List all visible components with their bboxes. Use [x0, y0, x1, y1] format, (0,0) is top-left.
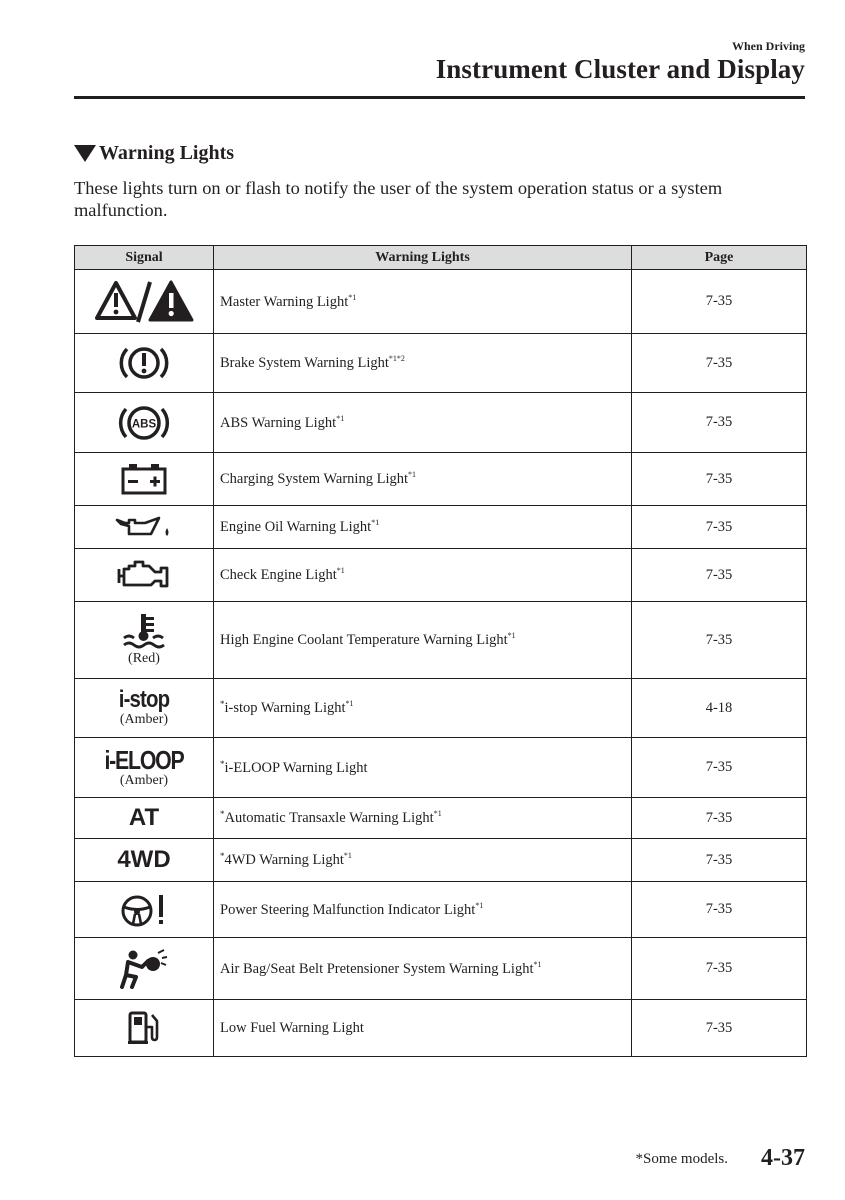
signal-cell [75, 938, 214, 1000]
header-warning-lights: Warning Lights [214, 246, 632, 270]
abs-label: ABS [131, 418, 157, 430]
section-heading [74, 142, 234, 165]
signal-cell [75, 882, 214, 938]
warning-light-name: *i-stop Warning Light$^{*1}$ [214, 679, 632, 738]
table-row [75, 453, 807, 506]
signal-cell [75, 506, 214, 549]
page-ref: 7-35 [632, 938, 807, 1000]
oil-can-icon [115, 514, 173, 540]
table-row [75, 798, 807, 839]
table-row [75, 270, 807, 334]
page-number: 4-37 [761, 1145, 805, 1171]
table-row [75, 1000, 807, 1057]
chapter-label: When Driving [731, 39, 805, 53]
page-ref: 7-35 [632, 798, 807, 839]
warning-light-name: Master Warning Light$^{*1}$ [214, 270, 632, 334]
warning-light-name: ABS Warning Light$^{*1}$ [214, 393, 632, 453]
warning-light-name: Power Steering Malfunction Indicator Light$^{*1}$ [214, 882, 632, 938]
warning-light-name: Air Bag/Seat Belt Pretensioner System Warning Light$^{*1}$ [214, 938, 632, 1000]
page-ref: 7-35 [632, 453, 807, 506]
4wd-icon: 4WD [117, 846, 171, 873]
table-row [75, 839, 807, 882]
signal-cell [75, 798, 214, 839]
page-title: Instrument Cluster and Display [435, 54, 805, 84]
master-warning-icon [94, 278, 194, 326]
automatic-transaxle-icon: AT [128, 804, 160, 831]
page-ref: 7-35 [632, 1000, 807, 1057]
signal-color-note: (Red) [128, 651, 160, 666]
signal-cell [75, 270, 214, 334]
page-ref: 7-35 [632, 839, 807, 882]
brake-system-icon [118, 342, 170, 384]
page-ref: 4-18 [632, 679, 807, 738]
signal-cell [75, 393, 214, 453]
i-stop-icon: i-stop [118, 686, 170, 713]
fuel-pump-icon [126, 1010, 162, 1046]
header-rule [74, 96, 805, 99]
header-page: Page [632, 246, 807, 270]
table-row [75, 602, 807, 679]
i-eloop-icon: i-ELOOP [104, 744, 184, 775]
warning-light-name: Charging System Warning Light$^{*1}$ [214, 453, 632, 506]
triangle-bullet-icon [74, 145, 96, 162]
table-row [75, 882, 807, 938]
page-ref: 7-35 [632, 549, 807, 602]
warning-light-name: Low Fuel Warning Light [214, 1000, 632, 1057]
air-bag-icon [120, 949, 168, 989]
signal-cell [75, 453, 214, 506]
signal-cell [75, 549, 214, 602]
table-header-row [75, 246, 807, 270]
page-ref: 7-35 [632, 270, 807, 334]
header-signal: Signal [75, 246, 214, 270]
table-row [75, 679, 807, 738]
table-row [75, 506, 807, 549]
signal-cell [75, 839, 214, 882]
table-row [75, 938, 807, 1000]
table-row [75, 549, 807, 602]
signal-color-note: (Amber) [119, 712, 169, 727]
table-row [75, 334, 807, 393]
warning-light-name: Engine Oil Warning Light$^{*1}$ [214, 506, 632, 549]
warning-light-name: *i-ELOOP Warning Light [214, 738, 632, 798]
warning-light-name: Check Engine Light$^{*1}$ [214, 549, 632, 602]
signal-cell [75, 334, 214, 393]
signal-cell [75, 1000, 214, 1057]
signal-cell [75, 738, 214, 798]
signal-cell [75, 602, 214, 679]
section-title: Warning Lights [99, 142, 235, 164]
engine-icon [117, 559, 171, 591]
page-ref: 7-35 [632, 738, 807, 798]
steering-wheel-icon [119, 892, 169, 928]
page-ref: 7-35 [632, 506, 807, 549]
page-ref: 7-35 [632, 882, 807, 938]
page-ref: 7-35 [632, 393, 807, 453]
page-ref: 7-35 [632, 334, 807, 393]
signal-color-note: (Amber) [119, 772, 169, 788]
warning-light-name: High Engine Coolant Temperature Warning Light$^{*1}$ [214, 602, 632, 679]
page-ref: 7-35 [632, 602, 807, 679]
table-row [75, 393, 807, 453]
signal-cell [75, 679, 214, 738]
coolant-temperature-icon [120, 613, 168, 651]
warning-light-name: *4WD Warning Light$^{*1}$ [214, 839, 632, 882]
footnote: *Some models. [635, 1151, 728, 1167]
section-intro: These lights turn on or flash to notify the user of the system operation status or a system malfunction. [74, 178, 723, 220]
warning-lights-table [74, 245, 807, 1057]
warning-light-name: Brake System Warning Light$^{*1*2}$ [214, 334, 632, 393]
battery-icon [120, 463, 168, 495]
warning-light-name: *Automatic Transaxle Warning Light$^{*1}$ [214, 798, 632, 839]
abs-icon [116, 402, 172, 444]
table-row [75, 738, 807, 798]
